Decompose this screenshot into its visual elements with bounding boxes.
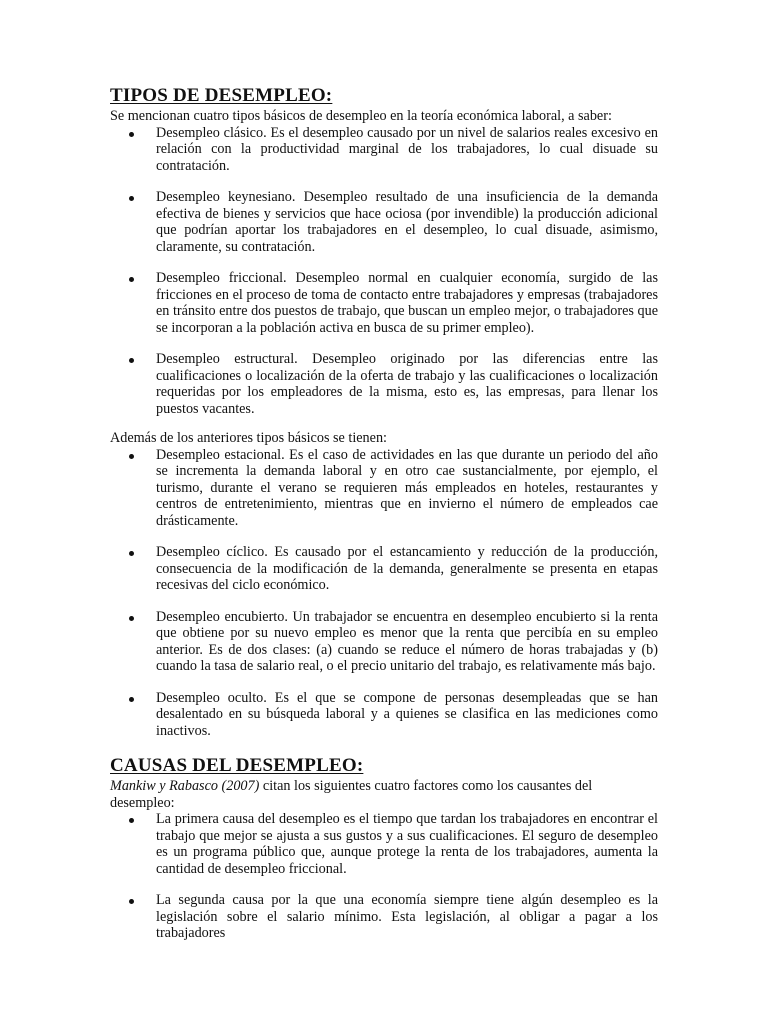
list-item-text: La segunda causa por la que una economía siempre tiene algún desempleo es la legislación sobre el salario mínimo. Esta legislación, al obligar a pagar a los trabajadores	[156, 892, 658, 941]
causes-intro-text: citan los siguientes cuatro factores como los causantes del desempleo:	[110, 778, 593, 811]
additional-types-list	[110, 447, 658, 740]
bullet-icon	[129, 697, 134, 702]
bullet-icon	[129, 358, 134, 363]
bullet-icon	[129, 551, 134, 556]
list-item	[110, 690, 658, 740]
list-item	[110, 544, 658, 594]
list-item-text: Desempleo oculto. Es el que se compone de personas desempleadas que se han desalentado en su búsqueda laboral y a quienes se clasifica en las mediciones como inactivos.	[156, 689, 658, 739]
section-heading-causas: CAUSAS DEL DESEMPLEO:	[110, 755, 364, 776]
list-item-text: Desempleo keynesiano. Desempleo resultado de una insuficiencia de la demanda efectiva de bienes y servicios que hace ociosa (por invendible) la producción adicional que podrían aportar los trabajadores en el desempleo, lo cual disuade, asimismo, claramente, su contratación.	[156, 189, 658, 255]
list-item	[110, 892, 658, 942]
list-item	[110, 447, 658, 530]
additional-intro-paragraph: Además de los anteriores tipos básicos se tienen:	[110, 430, 387, 446]
list-item	[110, 125, 658, 175]
causes-list	[110, 811, 658, 942]
bullet-icon	[129, 196, 134, 201]
list-item	[110, 189, 658, 255]
list-item	[110, 811, 658, 877]
bullet-icon	[129, 616, 134, 621]
intro-paragraph: Se mencionan cuatro tipos básicos de desempleo en la teoría económica laboral, a saber:	[110, 108, 612, 124]
list-item	[110, 270, 658, 336]
basic-types-list	[110, 125, 658, 418]
list-item-text: Desempleo clásico. Es el desempleo causado por un nivel de salarios reales excesivo en relación con la productividad marginal de los trabajadores, lo cual disuade su contratación.	[156, 124, 658, 174]
list-item-text: La primera causa del desempleo es el tiempo que tardan los trabajadores en encontrar el trabajo que mejor se ajusta a sus gustos y a sus cualificaciones. El seguro de desempleo es un programa público que, aunque protege la renta de los trabajadores, aumenta la cantidad de desempleo friccional.	[156, 811, 658, 877]
list-item-text: Desempleo encubierto. Un trabajador se encuentra en desempleo encubierto si la renta que obtiene por su nuevo empleo es menor que la renta que percibía en su empleo anterior. Es de dos clases: (a) cuando se reduce el número de horas trabajadas y (b) cuando la tasa de salario real, o el precio unitario del trabajo, es relativamente más bajo.	[156, 608, 658, 674]
bullet-icon	[129, 277, 134, 282]
bullet-icon	[129, 454, 134, 459]
causes-intro-paragraph	[110, 778, 658, 811]
list-item-text: Desempleo estacional. Es el caso de actividades en las que durante un periodo del año se incrementa la demanda laboral y en otro cae sustancialmente, por ejemplo, el turismo, durante el verano se requieren más empleados en hoteles, restaurantes y centros de entretenimiento, mientras que en invierno el número de empleados cae drásticamente.	[156, 446, 658, 529]
list-item	[110, 351, 658, 417]
bullet-icon	[129, 132, 134, 137]
section-heading-tipos: TIPOS DE DESEMPLEO:	[110, 85, 333, 106]
bullet-icon	[129, 899, 134, 904]
list-item-text: Desempleo friccional. Desempleo normal en cualquier economía, surgido de las fricciones en el proceso de toma de contacto entre trabajadores y empresas (trabajadores en tránsito entre dos puestos de trabajo, que buscan un empleo mejor, o trabajadores que se incorporan a la población activa en busca de su primer empleo).	[156, 270, 658, 336]
list-item	[110, 609, 658, 675]
list-item-text: Desempleo estructural. Desempleo originado por las diferencias entre las cualificaciones o localización de la oferta de trabajo y las cualificaciones o localización requeridas por los empleadores de la misma, esto es, las empresas, para llenar los puestos vacantes.	[156, 351, 658, 417]
bullet-icon	[129, 818, 134, 823]
list-item-text: Desempleo cíclico. Es causado por el estancamiento y reducción de la producción, consecuencia de la modificación de la demanda, generalmente se presenta en etapas recesivas del ciclo económico.	[156, 544, 658, 593]
citation: Mankiw y Rabasco (2007)	[110, 778, 260, 794]
